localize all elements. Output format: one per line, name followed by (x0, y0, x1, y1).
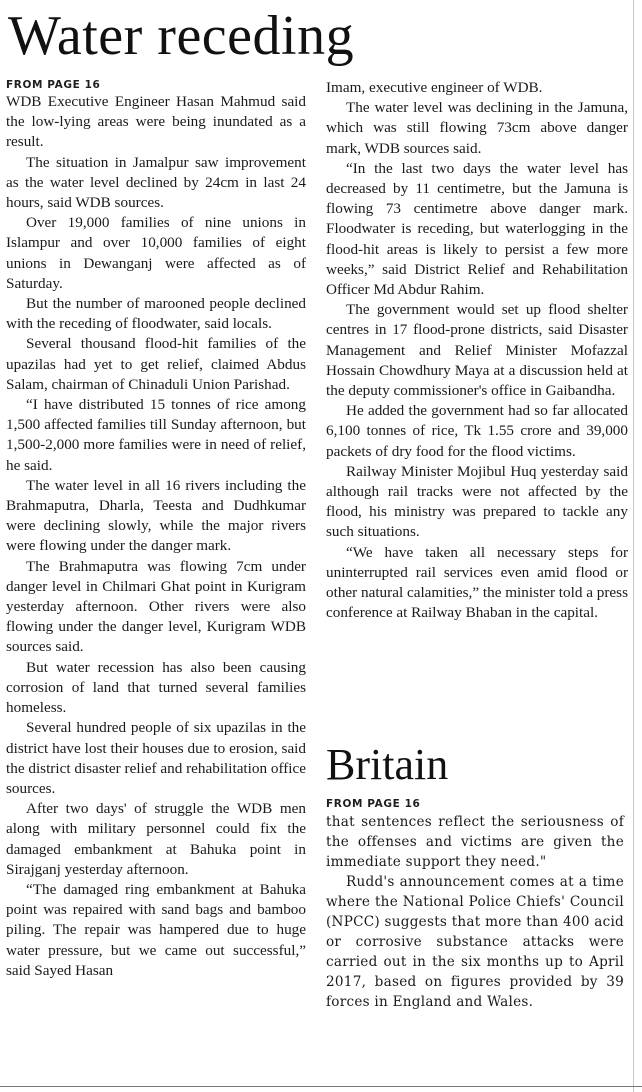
article-column-right (326, 78, 628, 623)
paragraph: Over 19,000 families of nine unions in Islampur and over 10,000 families of eight unions in Dewanganj were affected as of Saturday. (6, 214, 306, 292)
kicker-from-page: FROM PAGE 16 (326, 798, 421, 810)
paragraph: The government would set up flood shelter centres in 17 flood-prone districts, said Disaster Management and Relief Minister Mofazzal Hossain Chowdhury Maya at a discussion held at the deputy commissioner's office in Gaibandha. (326, 301, 628, 400)
paragraph: He added the government had so far allocated 6,100 tonnes of rice, Tk 1.55 crore and 39,000 packets of dry food for the flood victims. (326, 402, 628, 460)
paragraph: But the number of marooned people declined with the receding of floodwater, said locals. (6, 295, 306, 333)
paragraph: “We have taken all necessary steps for uninterrupted rail services even amid flood or other natural calamities,” the minister told a press conference at Railway Bhaban in the capital. (326, 543, 628, 622)
paragraph: Imam, executive engineer of WDB. (326, 79, 543, 96)
paragraph: The situation in Jamalpur saw improvement as the water level declined by 24cm in last 24 hours, said WDB sources. (6, 153, 306, 212)
paragraph: The water level was declining in the Jamuna, which was still flowing 73cm above danger mark, WDB sources said. (326, 99, 628, 157)
article-column-left (6, 78, 306, 981)
headline-water-receding: Water receding (8, 5, 355, 67)
paragraph: “I have distributed 15 tonnes of rice among 1,500 affected families till Sunday afternoon, but 1,500-2,000 more families were in need of relief, he said. (6, 396, 306, 474)
paragraph: “The damaged ring embankment at Bahuka point was repaired with sand bags and bamboo piling. The repair was hampered due to huge water pressure, but we came out successful,” said Sayed Hasan (6, 880, 306, 979)
kicker-from-page: FROM PAGE 16 (6, 79, 101, 91)
bottom-rule (0, 1086, 642, 1087)
paragraph: “In the last two days the water level has decreased by 11 centimetre, but the Jamuna is flowing 73 centimetre above danger mark. Floodwater is receding, but waterlogging in the flood-hit areas is likely to persist a few more weeks,” said District Relief and Rehabilitation Officer Md Abdur Rahim. (326, 159, 628, 299)
column-divider (633, 0, 634, 1092)
paragraph: The water level in all 16 rivers including the Brahmaputra, Dharla, Teesta and Dudhkumar were declining slowly, while the major rivers were flowing under the danger mark. (6, 476, 306, 555)
paragraph: Railway Minister Mojibul Huq yesterday said although rail tracks were not affected by the flood, his ministry was prepared to tackle any such situations. (326, 462, 628, 541)
paragraph: Rudd's announcement comes at a time where the National Police Chiefs' Council (NPCC) suggests that more than 400 acid or corrosive substance attacks were carried out in the six months up to April 2017, based on figures provided by 39 forces in England and Wales. (326, 874, 624, 1010)
paragraph: The Brahmaputra was flowing 7cm under danger level in Chilmari Ghat point in Kurigram yesterday afternoon. Other rivers were also flowing under the danger level, Kurigram WDB sources said. (6, 557, 306, 656)
article-britain-body (326, 797, 624, 1012)
headline-britain: Britain (326, 740, 449, 789)
paragraph: But water recession has also been causing corrosion of land that turned several families homeless. (6, 658, 306, 717)
paragraph: Several thousand flood-hit families of the upazilas had yet to get relief, claimed Abdus Salam, chairman of Chinaduli Union Parishad. (6, 335, 306, 393)
paragraph: that sentences reflect the seriousness of the offenses and victims are given the immediate support they need." (326, 814, 624, 870)
paragraph: WDB Executive Engineer Hasan Mahmud said the low-lying areas were being inundated as a result. (6, 93, 306, 151)
paragraph: After two days' of struggle the WDB men along with military personnel could fix the damaged embankment at Bahuka point in Sirajganj yesterday afternoon. (6, 800, 306, 878)
paragraph: Several hundred people of six upazilas in the district have lost their houses due to erosion, said the district disaster relief and rehabilitation office sources. (6, 719, 306, 797)
